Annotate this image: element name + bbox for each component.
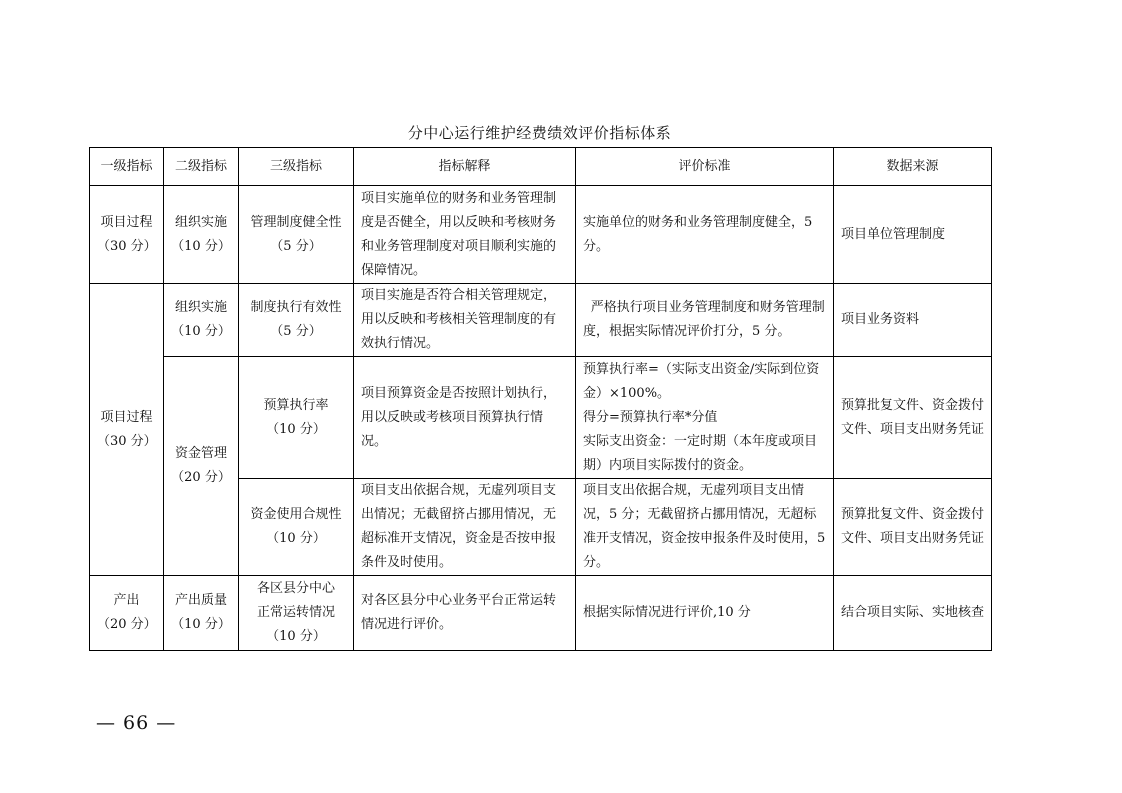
source-cell: 结合项目实际、实地核查 (834, 576, 992, 651)
level2-cell: 产出质量 （10 分） (164, 576, 239, 651)
explanation-cell: 对各区县分中心业务平台正常运转情况进行评价。 (354, 576, 576, 651)
level3-cell: 管理制度健全性 （5 分） (239, 186, 354, 284)
level3-cell: 预算执行率 （10 分） (239, 357, 354, 479)
source-cell: 项目单位管理制度 (834, 186, 992, 284)
level3-cell: 资金使用合规性 （10 分） (239, 479, 354, 576)
criteria-cell: 根据实际情况进行评价,10 分 (576, 576, 834, 651)
explanation-cell: 项目支出依据合规，无虚列项目支出情况；无截留挤占挪用情况，无超标准开支情况，资金是否按申报条件及时使用。 (354, 479, 576, 576)
level1-cell: 项目过程 （30 分） (90, 284, 164, 576)
explanation-cell: 项目实施是否符合相关管理规定，用以反映和考核相关管理制度的有效执行情况。 (354, 284, 576, 357)
criteria-cell: 项目支出依据合规，无虚列项目支出情况，5 分；无截留挤占挪用情况，无超标准开支情况，资金按申报条件及时使用，5 分。 (576, 479, 834, 576)
level1-cell: 产出 （20 分） (90, 576, 164, 651)
table-row (90, 576, 992, 651)
source-cell: 预算批复文件、资金拨付文件、项目支出财务凭证 (834, 357, 992, 479)
header-criteria: 评价标准 (576, 148, 834, 186)
page-number: — 66 — (96, 712, 177, 734)
explanation-cell: 项目预算资金是否按照计划执行，用以反映或考核项目预算执行情况。 (354, 357, 576, 479)
indicator-table (89, 147, 992, 651)
header-level2: 二级指标 (164, 148, 239, 186)
header-level1: 一级指标 (90, 148, 164, 186)
level2-cell: 组织实施 （10 分） (164, 186, 239, 284)
table-row (90, 357, 992, 479)
header-source: 数据来源 (834, 148, 992, 186)
header-level3: 三级指标 (239, 148, 354, 186)
header-row (90, 148, 992, 186)
criteria-cell: 严格执行项目业务管理制度和财务管理制度，根据实际情况评价打分，5 分。 (576, 284, 834, 357)
explanation-cell: 项目实施单位的财务和业务管理制度是否健全，用以反映和考核财务和业务管理制度对项目顺利实施的保障情况。 (354, 186, 576, 284)
table-row (90, 186, 992, 284)
level1-cell: 项目过程 （30 分） (90, 186, 164, 284)
level3-cell: 各区县分中心 正常运转情况 （10 分） (239, 576, 354, 651)
criteria-cell: 预算执行率=（实际支出资金/实际到位资金）×100%。 得分=预算执行率*分值 实际支出资金：一定时期（本年度或项目期）内项目实际拨付的资金。 (576, 357, 834, 479)
table-row (90, 284, 992, 357)
level2-cell: 资金管理 （20 分） (164, 357, 239, 576)
level3-cell: 制度执行有效性 （5 分） (239, 284, 354, 357)
source-cell: 预算批复文件、资金拨付文件、项目支出财务凭证 (834, 479, 992, 576)
header-explanation: 指标解释 (354, 148, 576, 186)
source-cell: 项目业务资料 (834, 284, 992, 357)
table-title: 分中心运行维护经费绩效评价指标体系 (407, 124, 672, 142)
level2-cell: 组织实施 （10 分） (164, 284, 239, 357)
criteria-cell: 实施单位的财务和业务管理制度健全，5 分。 (576, 186, 834, 284)
